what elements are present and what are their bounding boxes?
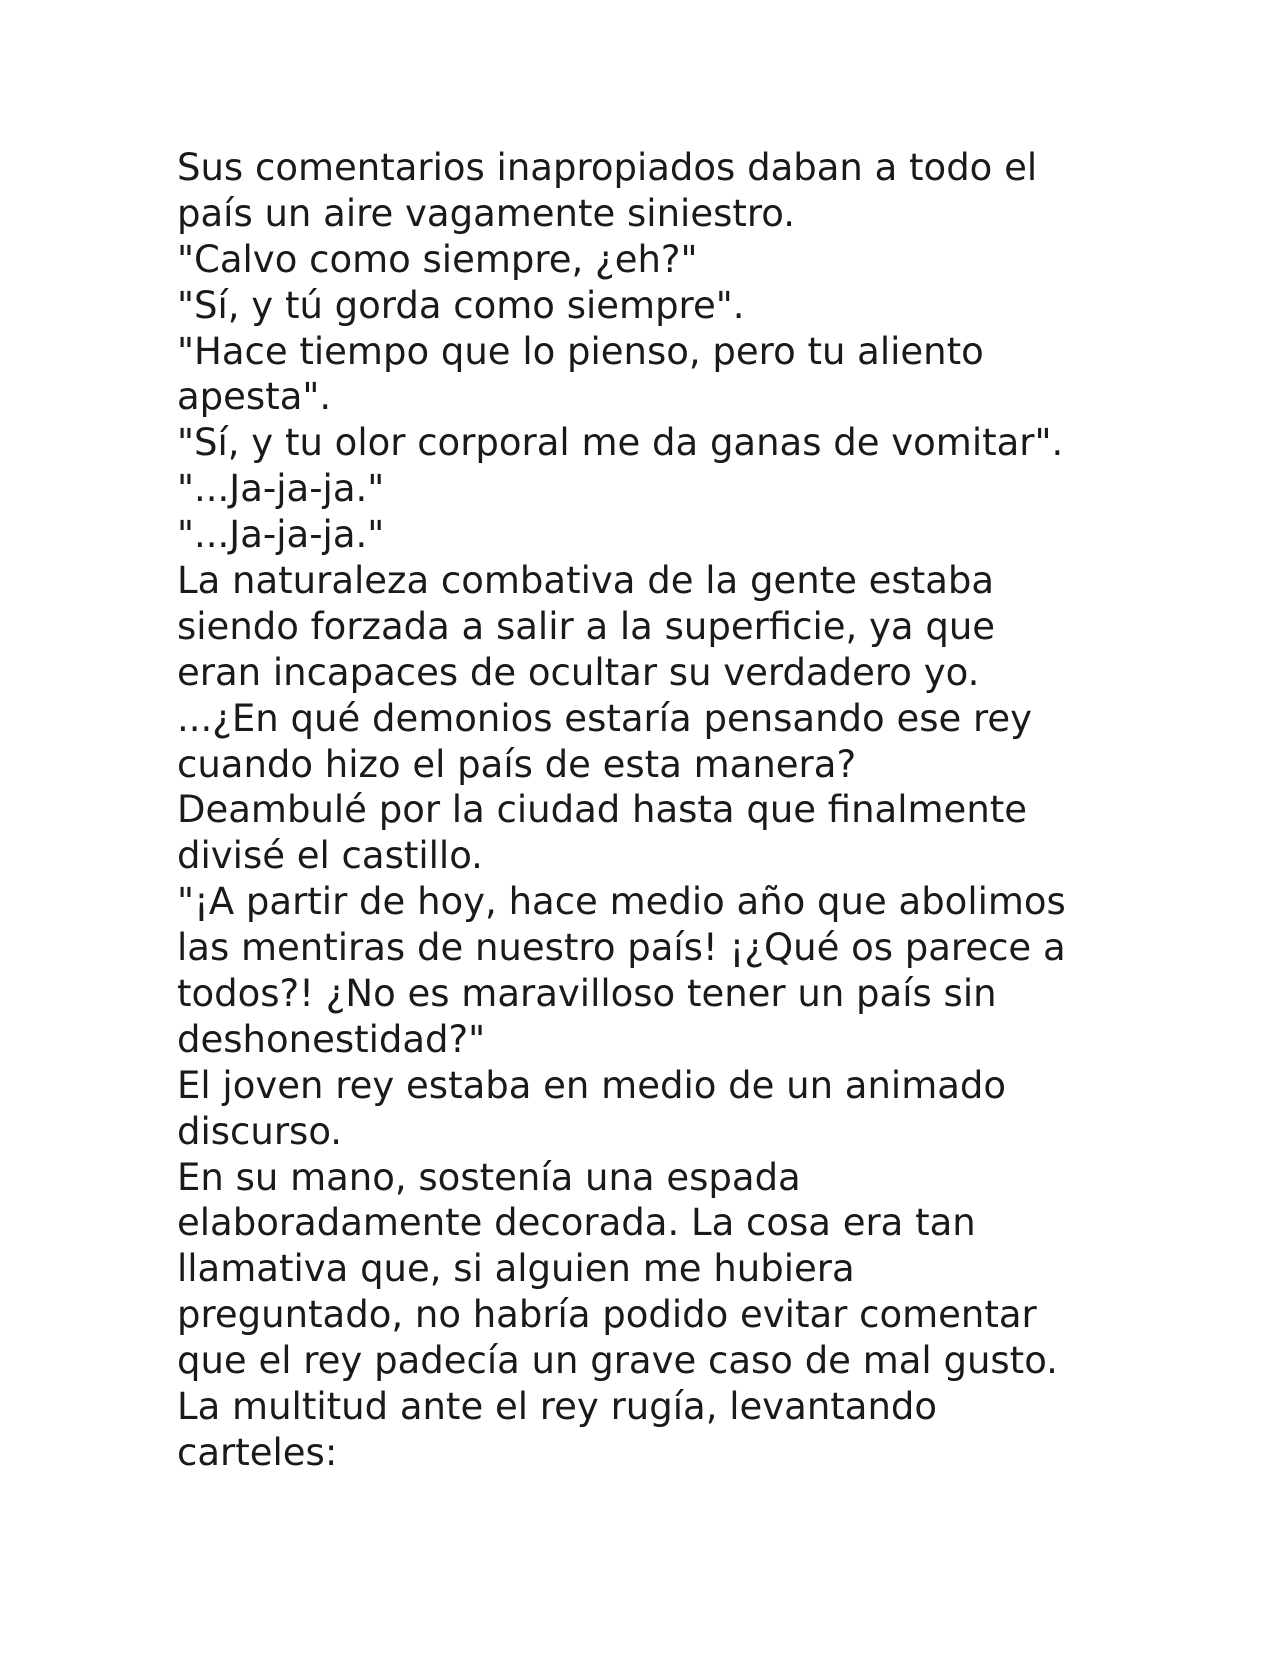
- text-line: En su mano, sostenía una espada: [177, 1155, 801, 1199]
- text-line: las mentiras de nuestro país! ¡¿Qué os parece a: [177, 926, 1066, 970]
- text-line: Sus comentarios inapropiados daban a todo el: [177, 146, 1038, 189]
- text-line: "Hace tiempo que lo pienso, pero tu aliento: [177, 329, 984, 373]
- text-line: "...Ja-ja-ja.": [177, 513, 385, 557]
- text-line: carteles:: [177, 1430, 338, 1474]
- text-line: país un aire vagamente siniestro.: [177, 191, 796, 235]
- text-line: llamativa que, si alguien me hubiera: [177, 1247, 855, 1291]
- text-line: divisé el castillo.: [177, 834, 483, 878]
- text-line: Deambulé por la ciudad hasta que finalmente: [177, 788, 1028, 832]
- text-line: preguntado, no habría podido evitar comentar: [177, 1293, 1037, 1337]
- text-line: eran incapaces de ocultar su verdadero yo.: [177, 650, 980, 694]
- text-line: elaboradamente decorada. La cosa era tan: [177, 1201, 976, 1245]
- text-line: todos?! ¿No es maravilloso tener un país sin: [177, 972, 997, 1016]
- text-line: La multitud ante el rey rugía, levantando: [177, 1385, 938, 1429]
- text-line: que el rey padecía un grave caso de mal gusto.: [177, 1339, 1058, 1383]
- body-text: [177, 145, 1177, 1476]
- text-line: cuando hizo el país de esta manera?: [177, 742, 857, 786]
- text-line: "...Ja-ja-ja.": [177, 467, 385, 511]
- text-line: "Sí, y tu olor corporal me da ganas de vomitar".: [177, 421, 1064, 465]
- text-line: deshonestidad?": [177, 1017, 486, 1061]
- text-line: "¡A partir de hoy, hace medio año que abolimos: [177, 880, 1066, 924]
- text-line: discurso.: [177, 1109, 343, 1153]
- text-line: apesta".: [177, 375, 332, 419]
- text-line: El joven rey estaba en medio de un animado: [177, 1063, 1007, 1107]
- text-line: La naturaleza combativa de la gente estaba: [177, 559, 995, 603]
- text-line: siendo forzada a salir a la superficie, ya que: [177, 604, 996, 648]
- text-line: ...¿En qué demonios estaría pensando ese rey: [177, 696, 1033, 740]
- text-line: "Sí, y tú gorda como siempre".: [177, 283, 745, 327]
- text-line: "Calvo como siempre, ¿eh?": [177, 237, 698, 281]
